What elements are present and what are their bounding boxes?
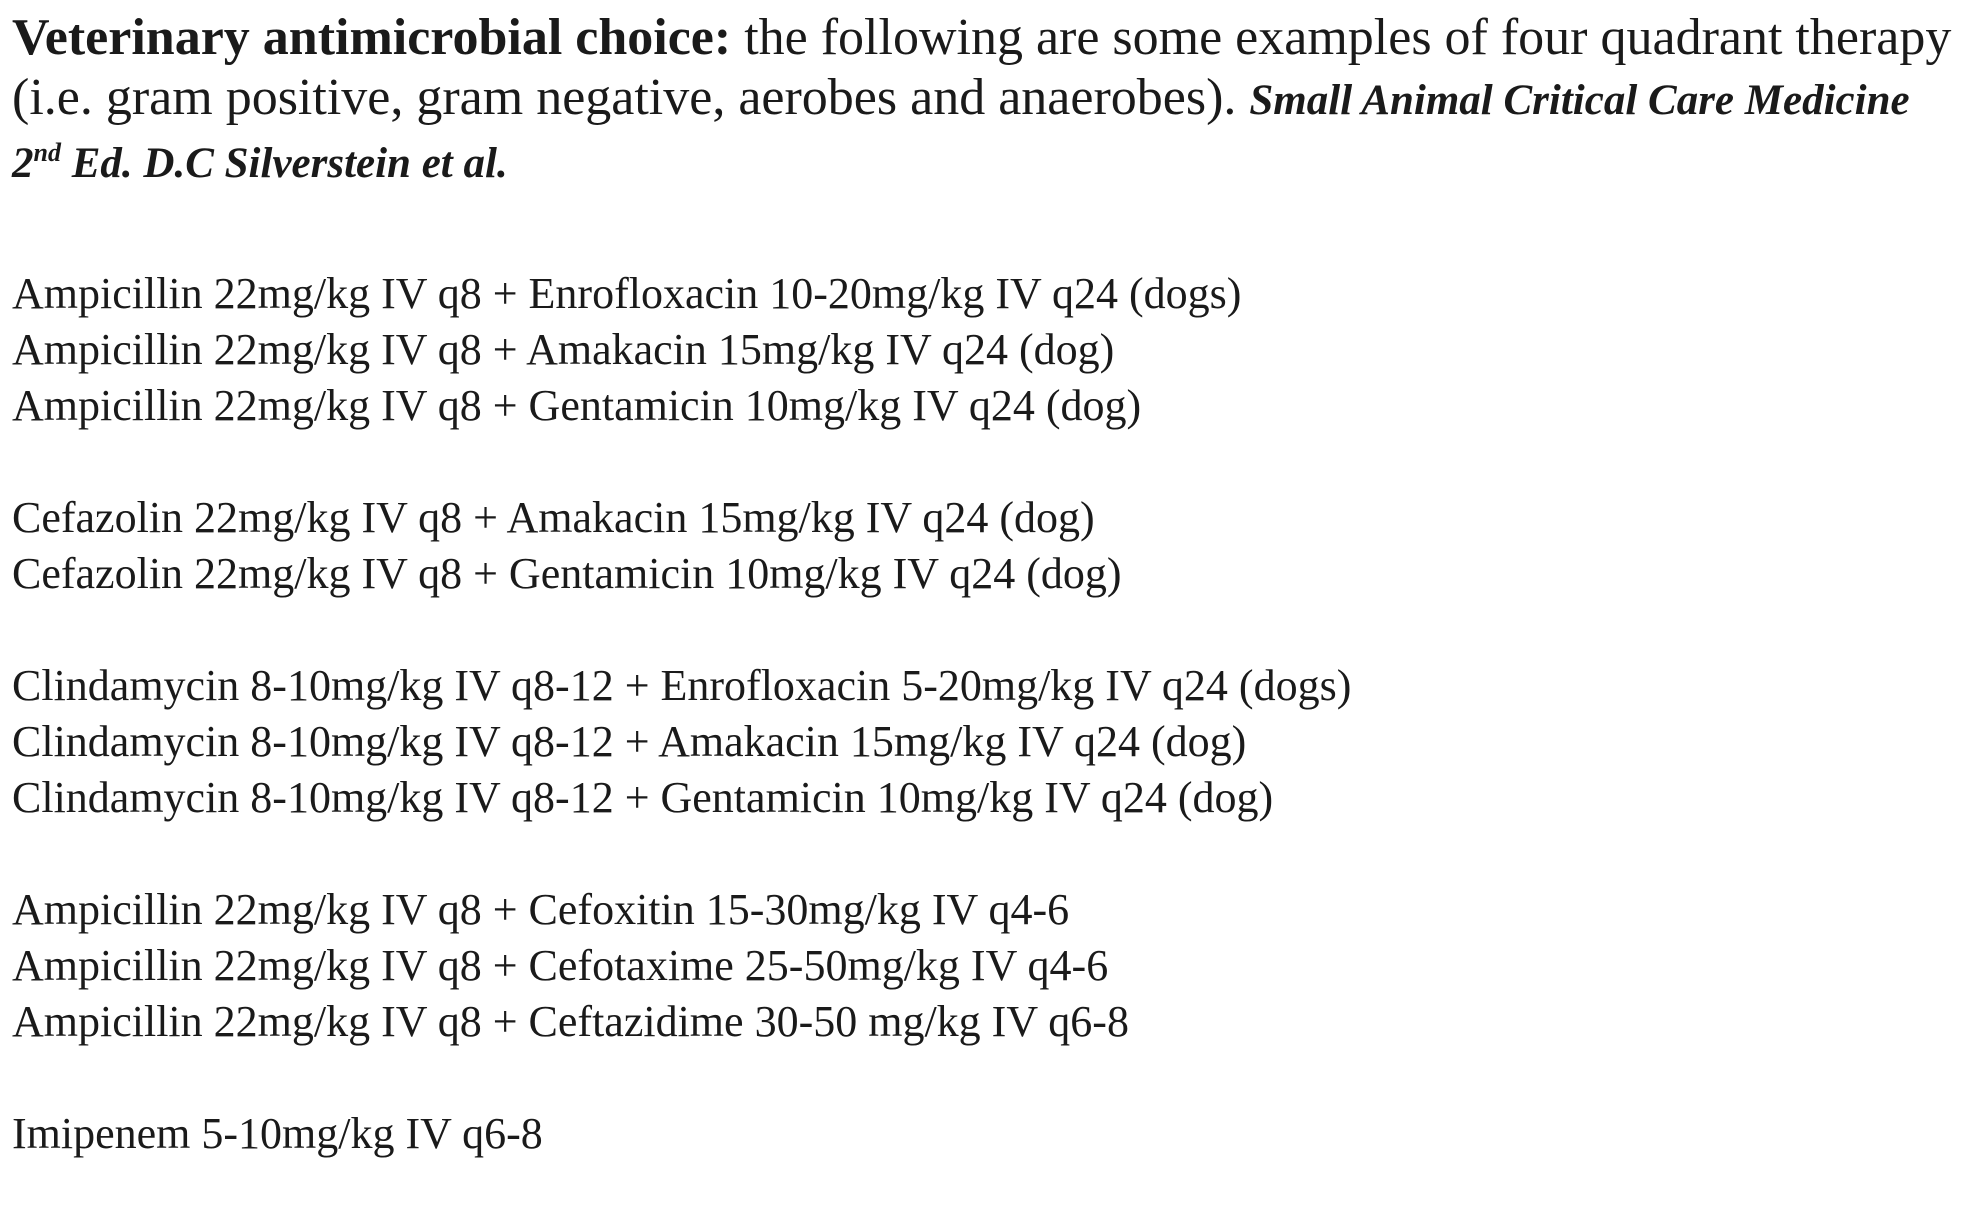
citation-superscript: nd [33, 138, 61, 167]
regimen-group [12, 490, 1351, 602]
document-heading: Veterinary antimicrobial choice: [12, 9, 732, 66]
regimen-line: Clindamycin 8-10mg/kg IV q8-12 + Enrofloxacin 5-20mg/kg IV q24 (dogs) [12, 661, 1352, 710]
regimen-group [12, 1106, 1351, 1162]
regimen-line: Cefazolin 22mg/kg IV q8 + Amakacin 15mg/kg IV q24 (dog) [12, 493, 1095, 542]
intro-description: the following are some examples of four quadrant therapy (i.e. gram positive, gram negative, aerobes and anaerobes). [12, 9, 1952, 126]
document-page [12, 8, 1962, 1158]
regimen-group [12, 266, 1351, 434]
regimen-group [12, 882, 1351, 1050]
regimen-line: Ampicillin 22mg/kg IV q8 + Amakacin 15mg/kg IV q24 (dog) [12, 325, 1115, 374]
intro-paragraph [12, 8, 1962, 194]
regimen-line: Ampicillin 22mg/kg IV q8 + Cefotaxime 25-50mg/kg IV q4-6 [12, 941, 1109, 990]
regimen-line: Clindamycin 8-10mg/kg IV q8-12 + Amakacin 15mg/kg IV q24 (dog) [12, 717, 1247, 766]
regimen-line: Ampicillin 22mg/kg IV q8 + Gentamicin 10mg/kg IV q24 (dog) [12, 381, 1142, 430]
regimen-line: Ampicillin 22mg/kg IV q8 + Cefoxitin 15-30mg/kg IV q4-6 [12, 885, 1070, 934]
citation-text-end: Ed. D.C Silverstein et al. [71, 140, 508, 187]
citation-text: Small Animal Critical Care Medicine 2 [12, 77, 1910, 187]
regimen-list [12, 266, 1351, 1218]
regimen-line: Ampicillin 22mg/kg IV q8 + Enrofloxacin 10-20mg/kg IV q24 (dogs) [12, 269, 1242, 318]
regimen-line: Imipenem 5-10mg/kg IV q6-8 [12, 1109, 543, 1158]
regimen-line: Ampicillin 22mg/kg IV q8 + Ceftazidime 30-50 mg/kg IV q6-8 [12, 997, 1129, 1046]
regimen-line: Cefazolin 22mg/kg IV q8 + Gentamicin 10mg/kg IV q24 (dog) [12, 549, 1122, 598]
regimen-line: Clindamycin 8-10mg/kg IV q8-12 + Gentamicin 10mg/kg IV q24 (dog) [12, 773, 1274, 822]
regimen-group [12, 658, 1351, 826]
